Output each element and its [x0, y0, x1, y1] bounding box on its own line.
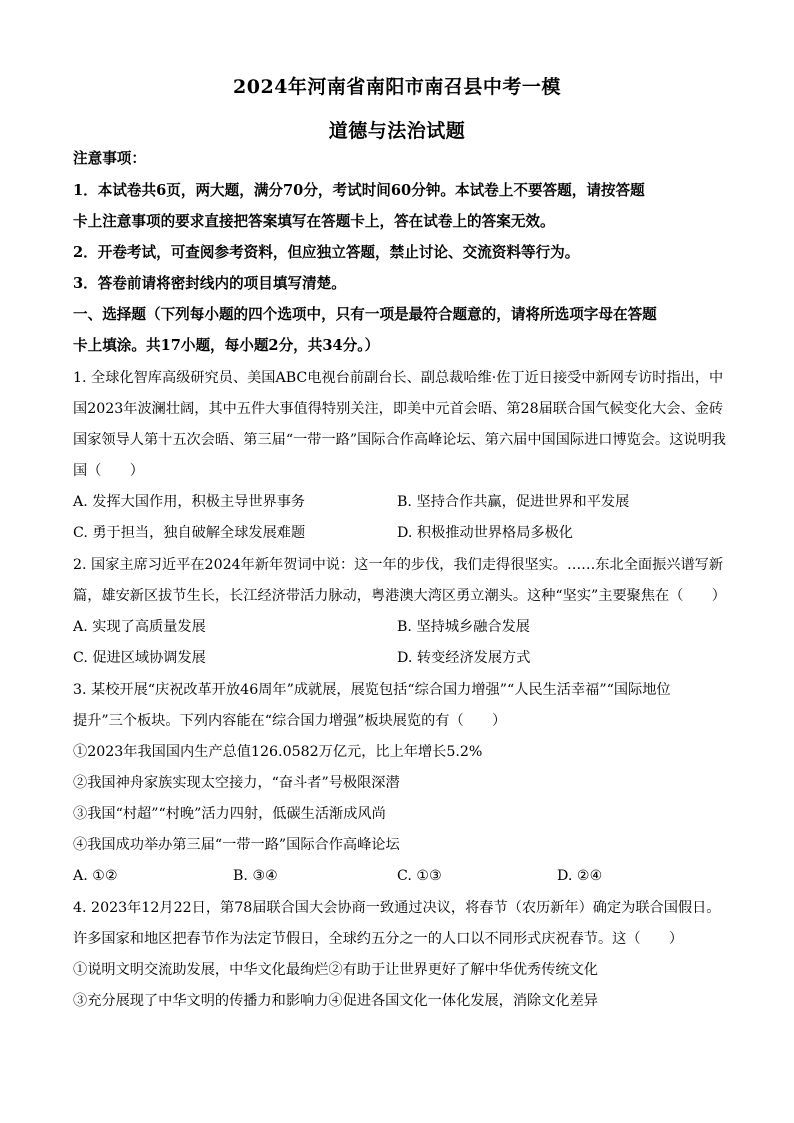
question-3-text-line-1: 3. 某校开展“庆祝改革开放46周年”成就展，展览包括“综合国力增强”“人民生活幸福”“国际地位 — [73, 682, 671, 698]
page-subtitle: 道德与法治试题 — [328, 120, 466, 142]
question-3-statement-4: ④我国成功举办第三届“一带一路”国际合作高峰论坛 — [73, 837, 400, 853]
question-3-option-b: B. ③④ — [233, 868, 278, 884]
notice-item-1-line-2: 卡上注意事项的要求直接把答案填写在答题卡上，答在试卷上的答案无效。 — [73, 213, 555, 230]
page-title: 2024年河南省南阳市南召县中考一模 — [233, 76, 561, 98]
question-3-statement-3: ③我国“村超”“村晚”活力四射，低碳生活渐成风尚 — [73, 806, 386, 822]
question-3-statement-1: ①2023年我国国内生产总值126.0582万亿元，比上年增长5.2% — [73, 744, 483, 760]
notice-item-1-line-1: 1．本试卷共6页，两大题，满分70分，考试时间60分钟。本试卷上不要答题，请按答题 — [73, 182, 645, 199]
question-2-option-b: B. 坚持城乡融合发展 — [397, 619, 530, 635]
question-3-text-line-2: 提升”三个板块。下列内容能在“综合国力增强”板块展览的有（ ） — [73, 713, 507, 729]
section-1-instructions-line-2: 卡上填涂。共17小题，每小题2分，共34分。） — [73, 337, 380, 354]
question-4-text-line-1: 4. 2023年12月22日，第78届联合国大会协商一致通过决议，将春节（农历新年）确定为联合国假日。 — [73, 900, 721, 916]
section-1-instructions-line-1: 一、选择题（下列每小题的四个选项中，只有一项是最符合题意的，请将所选项字母在答题 — [73, 306, 657, 323]
question-4-statement-1-2: ①说明文明交流助发展，中华文化最绚烂②有助于让世界更好了解中华优秀传统文化 — [73, 962, 598, 978]
question-1-text-line-3: 国家领导人第十五次会晤、第三届“一带一路”国际合作高峰论坛、第六届中国国际进口博览会。这说明我 — [73, 432, 726, 448]
question-3-option-d: D. ②④ — [557, 868, 603, 884]
question-3-option-a: A. ①② — [73, 868, 118, 884]
notice-heading: 注意事项： — [73, 150, 146, 167]
question-2-text-line-2: 篇，雄安新区拔节生长，长江经济带活力脉动，粤港澳大湾区勇立潮头。这种“坚实”主要聚焦在（ ） — [73, 588, 726, 604]
question-1-option-d: D. 积极推动世界格局多极化 — [397, 525, 573, 541]
question-1-text-line-1: 1. 全球化智库高级研究员、美国ABC电视台前副台长、副总裁哈维·佐丁近日接受中新网专访时指出，中 — [73, 370, 724, 386]
question-1-option-a: A. 发挥大国作用，积极主导世界事务 — [73, 494, 306, 510]
question-1-text-line-2: 国2023年波澜壮阔，其中五件大事值得特别关注，即美中元首会晤、第28届联合国气候变化大会、金砖 — [73, 401, 724, 417]
question-2-option-c: C. 促进区域协调发展 — [73, 650, 206, 666]
question-1-text-line-4: 国（ ） — [73, 463, 144, 479]
question-4-text-line-2: 许多国家和地区把春节作为法定节假日，全球约五分之一的人口以不同形式庆祝春节。这（ ） — [73, 931, 684, 947]
notice-item-3: 3．答卷前请将密封线内的项目填写清楚。 — [73, 275, 346, 292]
question-4-statement-3-4: ③充分展现了中华文明的传播力和影响力④促进各国文化一体化发展，消除文化差异 — [73, 993, 598, 1009]
question-2-option-a: A. 实现了高质量发展 — [73, 619, 206, 635]
question-3-statement-2: ②我国神舟家族实现太空接力，“奋斗者”号极限深潜 — [73, 775, 400, 791]
question-1-option-b: B. 坚持合作共赢，促进世界和平发展 — [397, 494, 630, 510]
question-2-option-d: D. 转变经济发展方式 — [397, 650, 531, 666]
question-1-option-c: C. 勇于担当，独自破解全球发展难题 — [73, 525, 306, 541]
notice-item-2: 2．开卷考试，可查阅参考资料，但应独立答题，禁止讨论、交流资料等行为。 — [73, 244, 580, 261]
question-2-text-line-1: 2. 国家主席习近平在2024年新年贺词中说：这一年的步伐，我们走得很坚实。……东北全面振兴谱写新 — [73, 557, 724, 573]
question-3-option-c: C. ①③ — [397, 868, 442, 884]
